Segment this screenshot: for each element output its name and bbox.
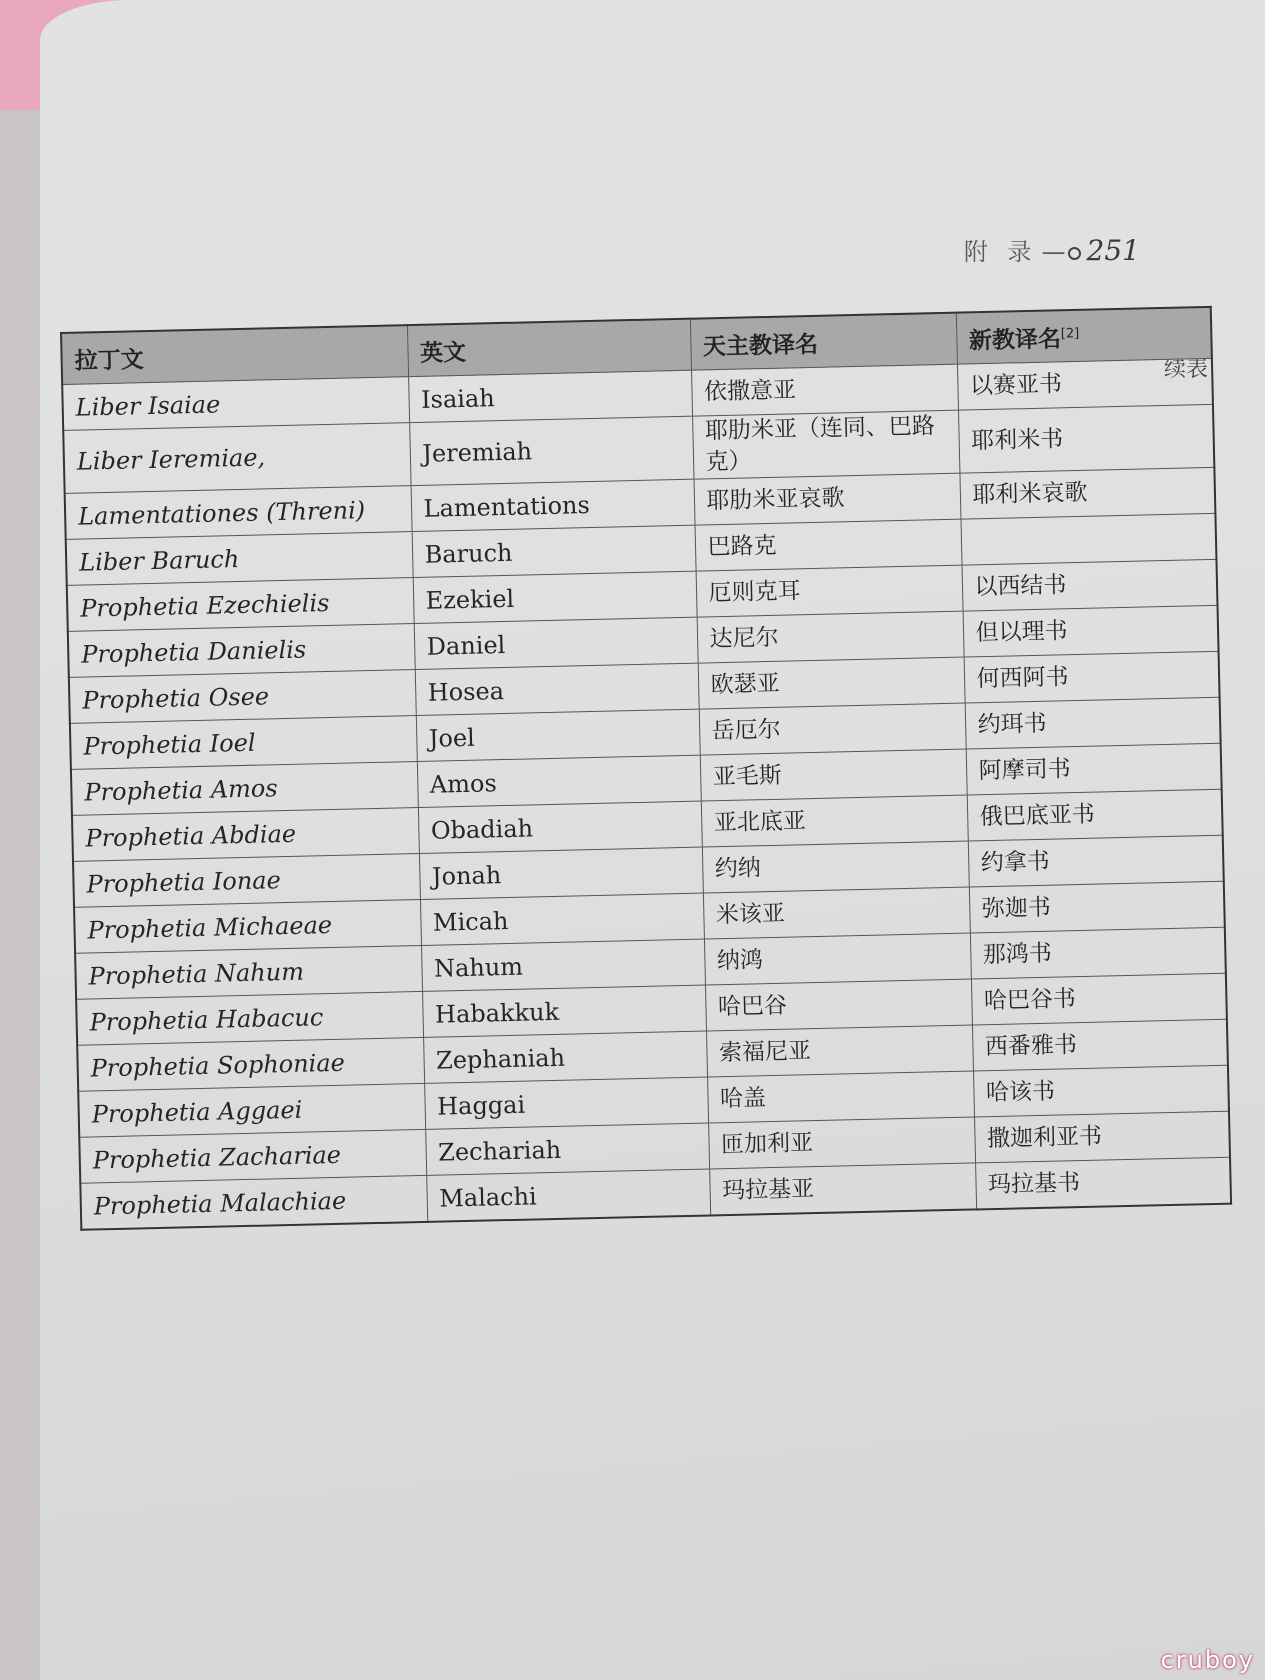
cell-english: Obadiah — [418, 801, 702, 853]
cell-english: Baruch — [412, 525, 696, 577]
cell-latin: Prophetia Habacuc — [76, 992, 423, 1046]
cell-catholic: 匝加利亚 — [708, 1117, 975, 1169]
cell-protestant: 阿摩司书 — [966, 743, 1222, 795]
footnote-marker: [2] — [1060, 325, 1080, 342]
cell-english: Amos — [417, 755, 701, 807]
cell-latin: Prophetia Zachariae — [79, 1130, 426, 1184]
cell-protestant: 但以理书 — [963, 605, 1219, 657]
cell-protestant: 撒迦利亚书 — [974, 1111, 1230, 1163]
cell-catholic: 岳厄尔 — [699, 703, 966, 755]
page-number: 251 — [1086, 234, 1140, 267]
cell-catholic: 欧瑟亚 — [698, 657, 965, 709]
section-title: 附 录 — [963, 238, 1038, 266]
header-english: 英文 — [407, 319, 691, 377]
cell-english: Lamentations — [411, 479, 695, 531]
header-latin: 拉丁文 — [61, 325, 408, 384]
cell-english: Haggai — [424, 1077, 708, 1129]
cell-latin: Liber Baruch — [66, 532, 413, 586]
header-protestant — [956, 307, 1212, 364]
cell-protestant: 何西阿书 — [964, 651, 1220, 703]
cell-catholic: 索福尼亚 — [706, 1025, 973, 1077]
cell-protestant: 弥迦书 — [969, 881, 1225, 933]
cell-latin: Liber Ieremiae, — [63, 423, 410, 494]
cell-english: Jonah — [419, 847, 703, 899]
cell-latin: Prophetia Sophoniae — [77, 1038, 424, 1092]
cell-english: Malachi — [426, 1169, 710, 1222]
cell-english: Micah — [420, 893, 704, 945]
cell-catholic: 哈盖 — [707, 1071, 974, 1123]
cell-english: Hosea — [415, 663, 699, 715]
running-head — [964, 232, 1140, 267]
watermark: cruboy — [1160, 1646, 1255, 1674]
cell-latin: Prophetia Ionae — [73, 854, 420, 908]
cell-latin: Prophetia Ioel — [70, 716, 417, 770]
cell-english: Habakkuk — [422, 985, 706, 1037]
cell-english: Isaiah — [408, 370, 692, 422]
table-container — [60, 306, 1230, 1231]
cell-english: Joel — [416, 709, 700, 761]
cell-latin: Prophetia Aggaei — [78, 1084, 425, 1138]
cell-latin: Prophetia Nahum — [75, 946, 422, 1000]
bullet-icon — [1068, 247, 1081, 260]
cell-english: Nahum — [421, 939, 705, 991]
dash-rule: — — [1041, 238, 1066, 266]
cell-english: Ezekiel — [413, 571, 697, 623]
cell-latin: Prophetia Danielis — [68, 624, 415, 678]
cell-protestant: 约拿书 — [968, 835, 1224, 887]
cell-english: Jeremiah — [409, 416, 693, 485]
cell-latin: Liber Isaiae — [62, 377, 409, 431]
cell-catholic: 亚毛斯 — [700, 749, 967, 801]
book-name-table — [60, 306, 1232, 1231]
cell-protestant: 那鸿书 — [970, 927, 1226, 979]
header-protestant-label: 新教译名 — [968, 325, 1062, 354]
cell-latin: Prophetia Michaeae — [74, 900, 421, 954]
cell-latin: Lamentationes (Threni) — [65, 486, 412, 540]
cell-protestant: 约珥书 — [965, 697, 1221, 749]
cell-latin: Prophetia Abdiae — [72, 808, 419, 862]
cell-protestant: 以赛亚书 — [957, 358, 1213, 410]
cell-english: Zechariah — [425, 1123, 709, 1175]
cell-catholic: 米该亚 — [703, 887, 970, 939]
cell-catholic: 耶肋米亚（连同、巴路克） — [692, 410, 959, 479]
cell-latin: Prophetia Osee — [69, 670, 416, 724]
cell-latin: Prophetia Amos — [71, 762, 418, 816]
cell-catholic: 亚北底亚 — [701, 795, 968, 847]
cell-english: Daniel — [414, 617, 698, 669]
cell-catholic: 厄则克耳 — [696, 565, 963, 617]
cell-catholic: 巴路克 — [695, 519, 962, 571]
cell-catholic: 约纳 — [702, 841, 969, 893]
cell-catholic: 耶肋米亚哀歌 — [694, 473, 961, 525]
cell-protestant: 以西结书 — [962, 559, 1218, 611]
cell-latin: Prophetia Ezechielis — [67, 578, 414, 632]
continued-label: 续表 — [1163, 357, 1208, 382]
cell-protestant: 俄巴底亚书 — [967, 789, 1223, 841]
cell-protestant: 耶利米哀歌 — [959, 467, 1215, 519]
cell-protestant: 玛拉基书 — [975, 1157, 1231, 1209]
cell-english: Zephaniah — [423, 1031, 707, 1083]
cell-catholic: 纳鸿 — [704, 933, 971, 985]
cell-catholic: 玛拉基亚 — [709, 1163, 976, 1216]
cell-catholic: 哈巴谷 — [705, 979, 972, 1031]
cell-protestant: 西番雅书 — [972, 1019, 1228, 1071]
cell-catholic: 依撒意亚 — [691, 364, 958, 416]
header-catholic: 天主教译名 — [690, 313, 957, 371]
table-body — [62, 358, 1231, 1229]
cell-catholic: 达尼尔 — [697, 611, 964, 663]
cell-protestant: 哈巴谷书 — [971, 973, 1227, 1025]
cell-latin: Prophetia Malachiae — [80, 1176, 427, 1230]
cell-protestant: 哈该书 — [973, 1065, 1229, 1117]
cell-protestant — [960, 513, 1216, 565]
cell-protestant: 耶利米书 — [958, 404, 1214, 473]
